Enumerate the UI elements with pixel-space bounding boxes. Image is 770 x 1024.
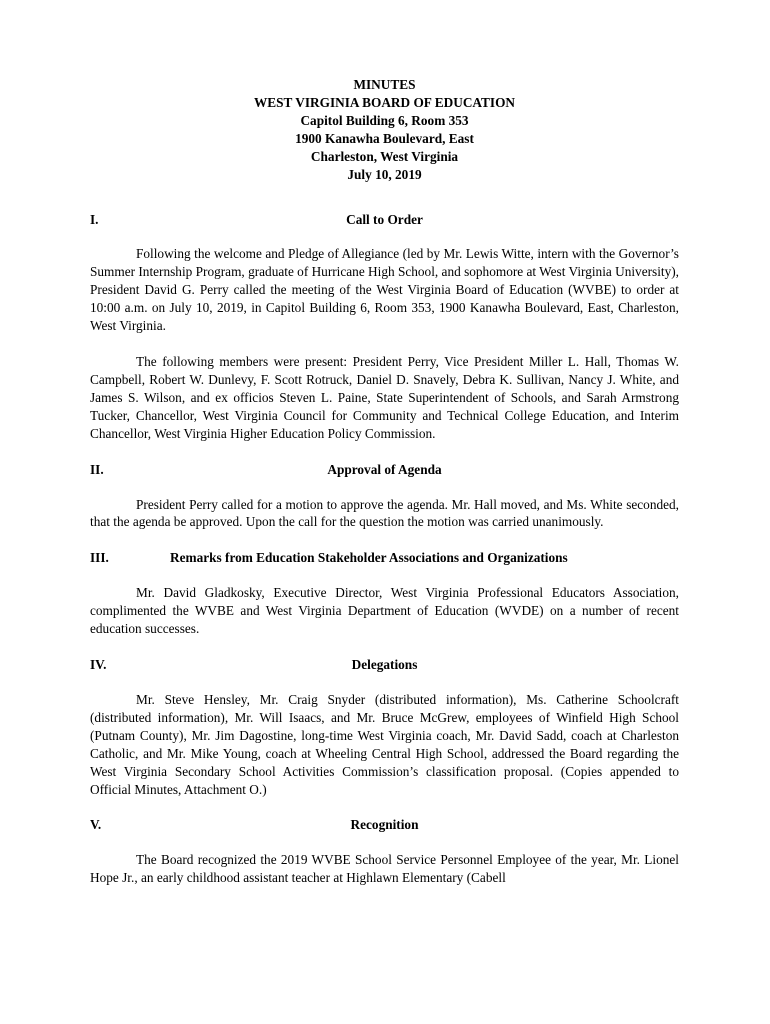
section-number: IV. [90, 657, 107, 673]
document-header [90, 76, 679, 183]
paragraph: The following members were present: President Perry, Vice President Miller L. Hall, Thomas W. Campbell, Robert W. Dunlevy, F. Scott Rotruck, Daniel D. Snavely, Debra K. Sullivan, Nancy J. White, and James S. Wilson, and ex officios Steven L. Paine, State Superintendent of Schools, and Sarah Armstrong Tucker, Chancellor, West Virginia Council for Community and Technical College Education, and Interim Chancellor, West Virginia Higher Education Policy Commission. [90, 353, 679, 441]
section-number: I. [90, 212, 99, 228]
section-title: Remarks from Education Stakeholder Associations and Organizations [170, 550, 568, 566]
section-title: Delegations [351, 657, 418, 673]
section-title: Recognition [350, 817, 419, 833]
header-organization: WEST VIRGINIA BOARD OF EDUCATION [253, 94, 516, 110]
section-heading-recognition [90, 816, 679, 834]
section-number: II. [90, 461, 104, 477]
section-heading-stakeholder-remarks [90, 549, 679, 567]
header-title: MINUTES [353, 77, 416, 92]
section-number: III. [90, 550, 109, 566]
section-number: V. [90, 817, 102, 833]
paragraph: Mr. David Gladkosky, Executive Director, West Virginia Professional Educators Association, complimented the WVBE and West Virginia Department of Education (WVDE) on a number of recent education successes. [90, 585, 679, 637]
paragraph: President Perry called for a motion to approve the agenda. Mr. Hall moved, and Ms. White seconded, that the agenda be approved. Upon the call for the question the motion was carried unanimously. [90, 496, 679, 530]
paragraph: Following the welcome and Pledge of Allegiance (led by Mr. Lewis Witte, intern with the Governor’s Summer Internship Program, graduate of Hurricane High School, and sophomore at West Virginia University), President David G. Perry called the meeting of the West Virginia Board of Education (WVBE) to order at 10:00 a.m. on July 10, 2019, in Capitol Building 6, Room 353, 1900 Kanawha Boulevard, East, Charleston, West Virginia. [90, 246, 679, 334]
section-heading-delegations [90, 656, 679, 674]
header-date: July 10, 2019 [347, 166, 422, 182]
header-building: Capitol Building 6, Room 353 [300, 112, 469, 128]
section-heading-approval-of-agenda [90, 461, 679, 479]
header-city: Charleston, West Virginia [310, 148, 459, 164]
paragraph: Mr. Steve Hensley, Mr. Craig Snyder (distributed information), Ms. Catherine Schoolcraft (distributed information), Mr. Will Isaacs, and Mr. Bruce McGrew, employees of Winfield High School (Putnam County), Mr. Jim Dagostine, long-time West Virginia coach, Mr. David Sadd, coach at Charleston Catholic, and Mr. Mike Young, coach at Wheeling Central High School, addressed the Board regarding the West Virginia Secondary School Activities Commission’s classification proposal. (Copies appended to Official Minutes, Attachment O.) [90, 692, 679, 797]
paragraph: The Board recognized the 2019 WVBE School Service Personnel Employee of the year, Mr. Lionel Hope Jr., an early childhood assistant teacher at Highlawn Elementary (Cabell [90, 852, 679, 886]
section-heading-call-to-order [90, 211, 679, 229]
header-street: 1900 Kanawha Boulevard, East [295, 130, 474, 146]
section-title: Approval of Agenda [327, 461, 442, 477]
section-title: Call to Order [346, 212, 423, 228]
minutes-document [90, 76, 679, 887]
